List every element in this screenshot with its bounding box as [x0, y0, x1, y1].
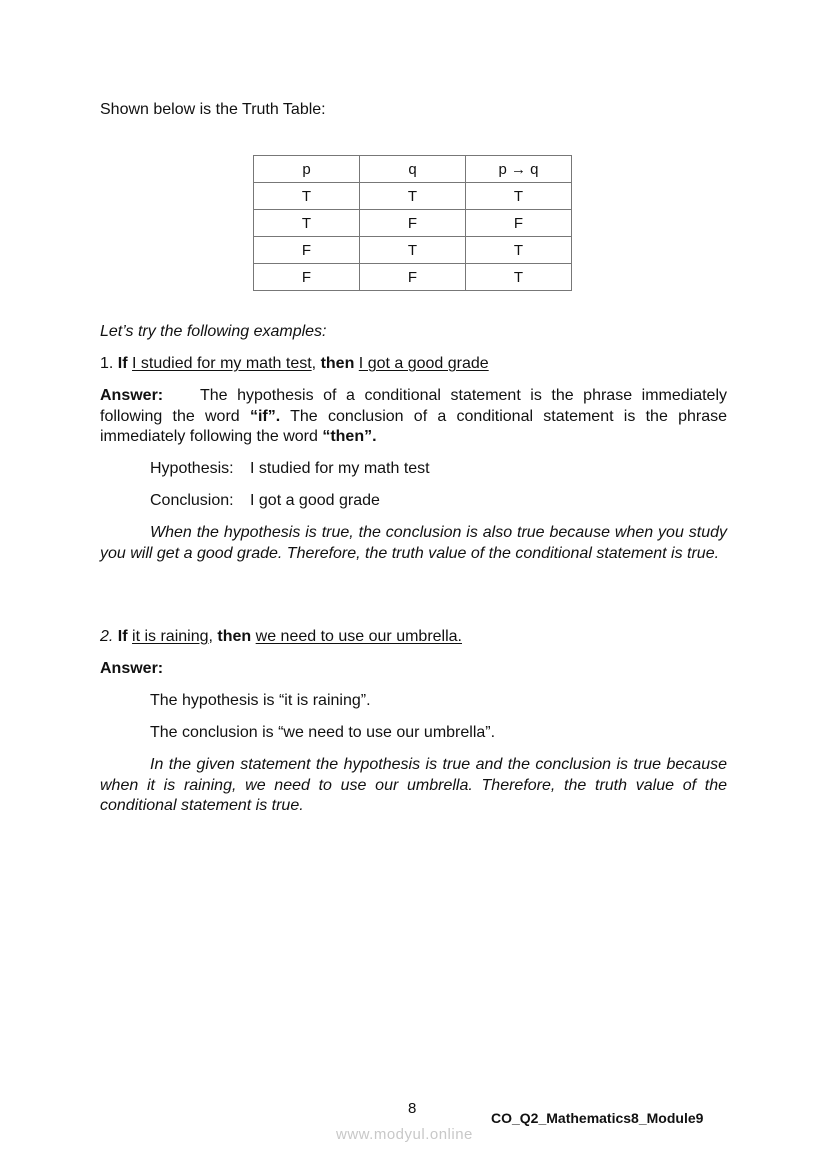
example1-conclusion-phrase: I got a good grade — [358, 355, 489, 372]
example2-statement — [100, 627, 462, 647]
answer-label: Answer: — [100, 387, 164, 404]
truth-table — [253, 155, 572, 291]
answer-if-word: “if”. — [249, 407, 281, 425]
example1-number: 1. — [100, 355, 114, 372]
example2-conclusion: The conclusion is “we need to use our umbrella”. — [150, 724, 496, 741]
example1-answer — [100, 386, 727, 448]
conclusion-label: Conclusion: — [150, 492, 234, 509]
table-cell: F — [360, 264, 466, 291]
example2-hypothesis: The hypothesis is “it is raining”. — [150, 692, 371, 709]
comma: , — [208, 628, 213, 645]
example2-number: 2. — [100, 628, 114, 645]
hypothesis-label: Hypothesis: — [150, 460, 234, 477]
table-cell: T — [254, 210, 360, 237]
hypothesis-value: I studied for my math test — [250, 460, 430, 477]
table-cell: F — [360, 210, 466, 237]
table-row — [254, 210, 572, 237]
example1-conclusion — [150, 491, 380, 511]
example1-explanation: When the hypothesis is true, the conclusion is also true because when you study you will get a good grade. Therefore, the truth value of the conditional statement is true. — [100, 524, 727, 562]
example1-hypothesis — [150, 459, 430, 479]
example1-if: If — [117, 355, 128, 372]
example1-hypothesis-phrase: I studied for my math test — [132, 355, 312, 372]
table-header-row — [254, 156, 572, 183]
table-cell: F — [466, 210, 572, 237]
table-row — [254, 183, 572, 210]
header-q: q — [360, 156, 466, 183]
table-cell: T — [466, 237, 572, 264]
table-cell: T — [254, 183, 360, 210]
watermark: www.modyul.online — [336, 1126, 473, 1143]
example2-hypothesis-phrase: it is raining — [132, 628, 209, 645]
example1-then: then — [320, 355, 355, 372]
table-row — [254, 237, 572, 264]
example2-if: If — [117, 628, 128, 645]
example1-statement — [100, 354, 489, 374]
table-cell: T — [466, 264, 572, 291]
example2-conclusion-phrase: we need to use our umbrella. — [255, 628, 462, 645]
example2-then: then — [217, 628, 252, 645]
intro-text: Shown below is the Truth Table: — [100, 101, 326, 118]
examples-intro: Let’s try the following examples: — [100, 323, 327, 340]
table-cell: T — [466, 183, 572, 210]
header-p: p — [254, 156, 360, 183]
comma: , — [311, 355, 317, 372]
table-row — [254, 264, 572, 291]
page-number: 8 — [408, 1100, 417, 1117]
answer-then-word: “then”. — [322, 428, 377, 445]
example2-explanation: In the given statement the hypothesis is true and the conclusion is true because when it is raining, we need to use our umbrella. Therefore, the truth value of the conditional statement is true. — [100, 756, 727, 814]
table-cell: T — [360, 183, 466, 210]
table-cell: T — [360, 237, 466, 264]
module-code: CO_Q2_Mathematics8_Module9 — [491, 1110, 704, 1126]
example2-answer-label: Answer: — [100, 660, 164, 677]
answer-text: The conclusion of a conditional statement is the phrase immediately following the word — [100, 407, 728, 445]
header-p-implies-q: p → q — [466, 156, 572, 183]
answer-text: The hypothesis of a conditional statement is the phrase immediately following the word — [100, 387, 727, 425]
conclusion-value: I got a good grade — [250, 492, 380, 509]
table-cell: F — [254, 237, 360, 264]
table-cell: F — [254, 264, 360, 291]
